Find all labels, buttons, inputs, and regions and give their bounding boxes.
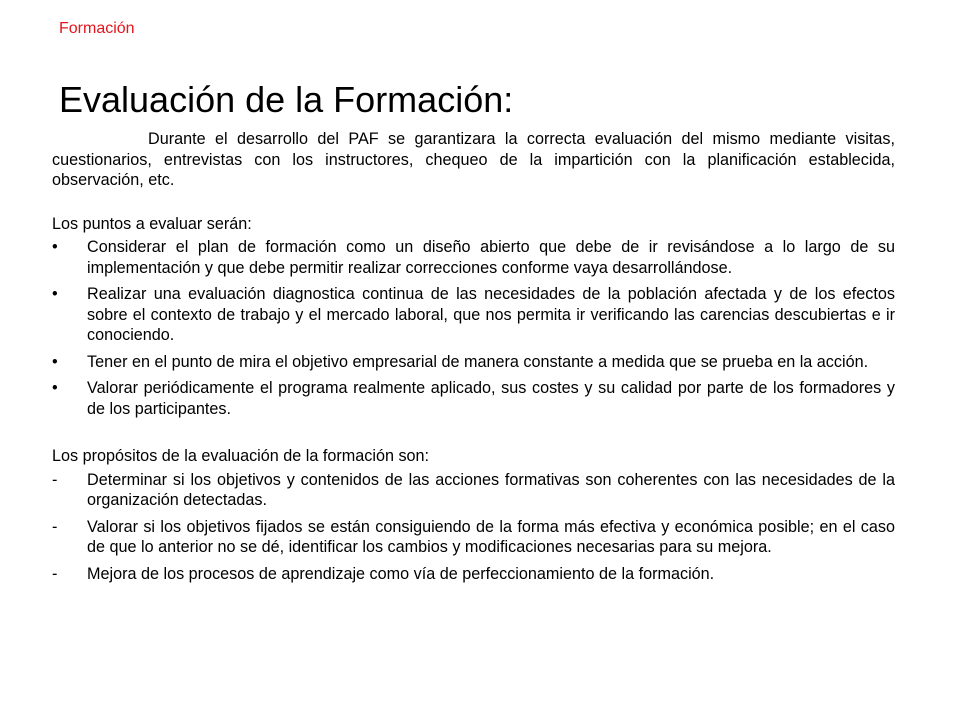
evaluation-point-text: Tener en el punto de mira el objetivo empresarial de manera constante a medida que se prueba en la acción. bbox=[87, 352, 869, 371]
bullet-marker: • bbox=[52, 352, 58, 371]
evaluation-point bbox=[52, 237, 895, 278]
purposes-heading: Los propósitos de la evaluación de la formación son: bbox=[52, 447, 430, 465]
slide-title: Evaluación de la Formación: bbox=[59, 79, 514, 120]
bullet-marker: • bbox=[52, 285, 58, 303]
evaluation-point bbox=[52, 284, 895, 346]
purpose-text: Valorar si los objetivos fijados se están consiguiendo de la forma más efectiva y económica posible; en el caso de que lo anterior no se dé, identificar los cambios y modificaciones necesarias para su mejora. bbox=[87, 517, 895, 556]
evaluation-point-text: Realizar una evaluación diagnostica continua de las necesidades de la población afectada y de los efectos sobre el contexto de trabajo y el mercado laboral, que nos permita ir verificando las carencias descubiertas e ir conociendo. bbox=[87, 285, 895, 344]
purpose-text: Determinar si los objetivos y contenidos de las acciones formativas son coherentes con las necesidades de la organización detectadas. bbox=[87, 470, 895, 509]
bullet-marker: • bbox=[52, 379, 58, 397]
evaluation-point bbox=[52, 352, 895, 373]
evaluation-point-text: Valorar periódicamente el programa realmente aplicado, sus costes y su calidad por parte de los formadores y de los participantes. bbox=[87, 379, 895, 418]
slide-body bbox=[52, 129, 895, 590]
purpose-item bbox=[52, 517, 895, 558]
intro-paragraph: Durante el desarrollo del PAF se garantizara la correcta evaluación del mismo mediante visitas, cuestionarios, entrevistas con los instructores, chequeo de la impartición con la planificación establecida, observación, etc. bbox=[52, 130, 895, 189]
dash-marker: - bbox=[52, 517, 58, 536]
section-label: Formación bbox=[59, 20, 135, 37]
purpose-item bbox=[52, 564, 895, 585]
evaluation-point bbox=[52, 378, 895, 419]
evaluation-point-text: Considerar el plan de formación como un diseño abierto que debe de ir revisándose a lo largo de su implementación y que debe permitir realizar correcciones conforme vaya desarrollándose. bbox=[87, 238, 895, 277]
evaluation-points-heading: Los puntos a evaluar serán: bbox=[52, 214, 252, 233]
dash-marker: - bbox=[52, 564, 58, 583]
evaluation-points-list bbox=[52, 237, 895, 419]
purpose-text: Mejora de los procesos de aprendizaje como vía de perfeccionamiento de la formación. bbox=[87, 564, 715, 583]
dash-marker: - bbox=[52, 470, 58, 489]
purpose-item bbox=[52, 470, 895, 511]
purposes-list bbox=[52, 470, 895, 585]
bullet-marker: • bbox=[52, 238, 58, 256]
